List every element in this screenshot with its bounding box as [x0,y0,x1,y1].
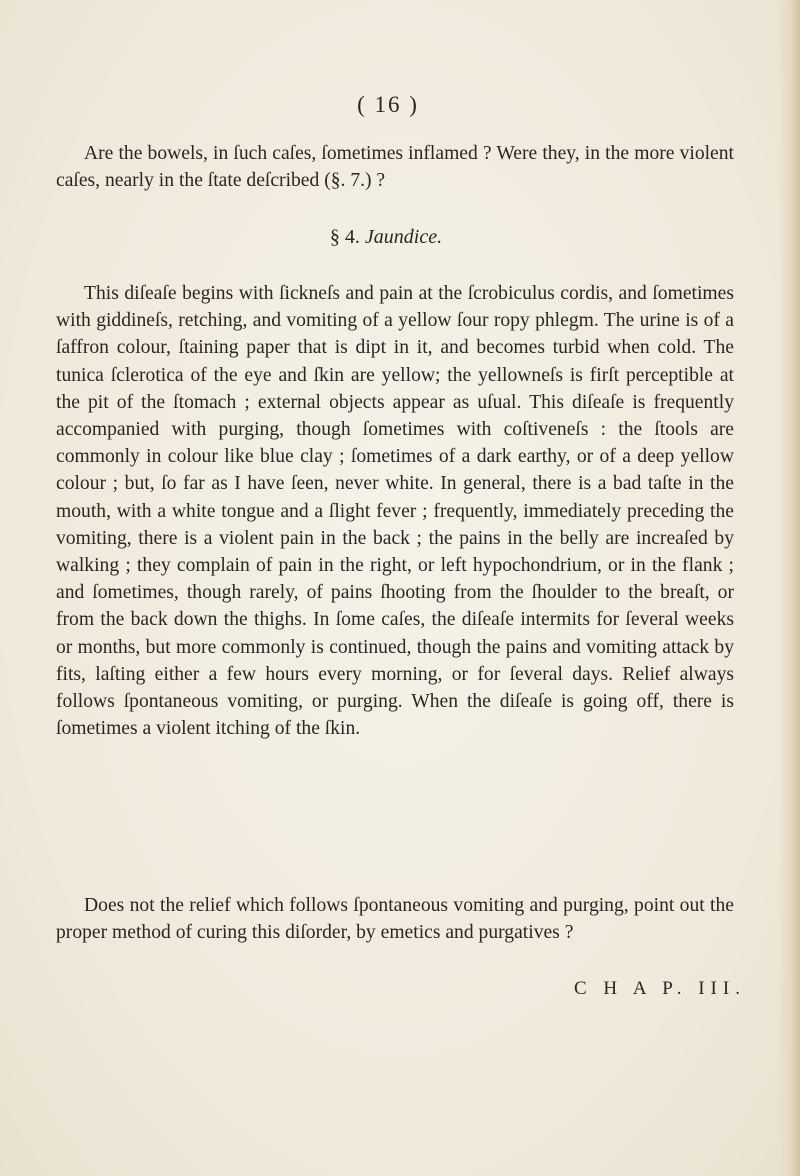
page-edge-shadow [778,0,800,1176]
section-title: Jaundice. [364,226,443,248]
section-heading [0,226,786,249]
body-paragraph: This diſeaſe begins with ſickneſs and pain at the ſcrobiculus cordis, and ſometimes with giddineſs, retching, and vomiting of a yellow ſour ropy phlegm. The urine is of a ſaffron colour, ſtaining paper that is dipt in it, and becomes turbid when cold. The tunica ſclerotica of the eye and ſkin are yellow; the yellowneſs is firſt perceptible at the pit of the ſtomach ; external objects appear as uſual. This diſeaſe is frequently accompanied with purging, though ſometimes with coſtiveneſs : the ſtools are commonly in colour like blue clay ; ſometimes of a dark earthy, or of a deep yellow colour ; but, ſo far as I have ſeen, never white. In general, there is a bad taſte in the mouth, with a white tongue and a ſlight fever ; frequently, immediately preceding the vomiting, there is a violent pain in the back ; the pains in the belly are increaſed by walking ; they complain of pain in the right, or left hypochondrium, or in the flank ; and ſometimes, though rarely, of pains ſhooting from the ſhoulder to the breaſt, or from the back down the thighs. In ſome caſes, the diſeaſe intermits for ſeveral weeks or months, but more commonly is continued, though the pains and vomiting attack by fits, laſting either a few hours every morning, or for ſeveral days. Relief always follows ſpontaneous vomiting, or purging. When the diſeaſe is going off, there is ſometimes a violent itching of the ſkin. [56,283,734,740]
catchword: C H A P. III. [574,978,746,999]
closing-paragraph: Does not the relief which follows ſpontaneous vomiting and purging, point out the proper method of curing this diſorder, by emetics and purgatives ? [56,895,734,944]
section-mark: § 4. [329,226,360,248]
page-number: ( 16 ) [357,92,419,117]
continuation-paragraph: Are the bowels, in ſuch caſes, ſometimes inflamed ? Were they, in the more violent caſes, nearly in the ſtate deſcribed (§. 7.) ? [56,143,734,192]
